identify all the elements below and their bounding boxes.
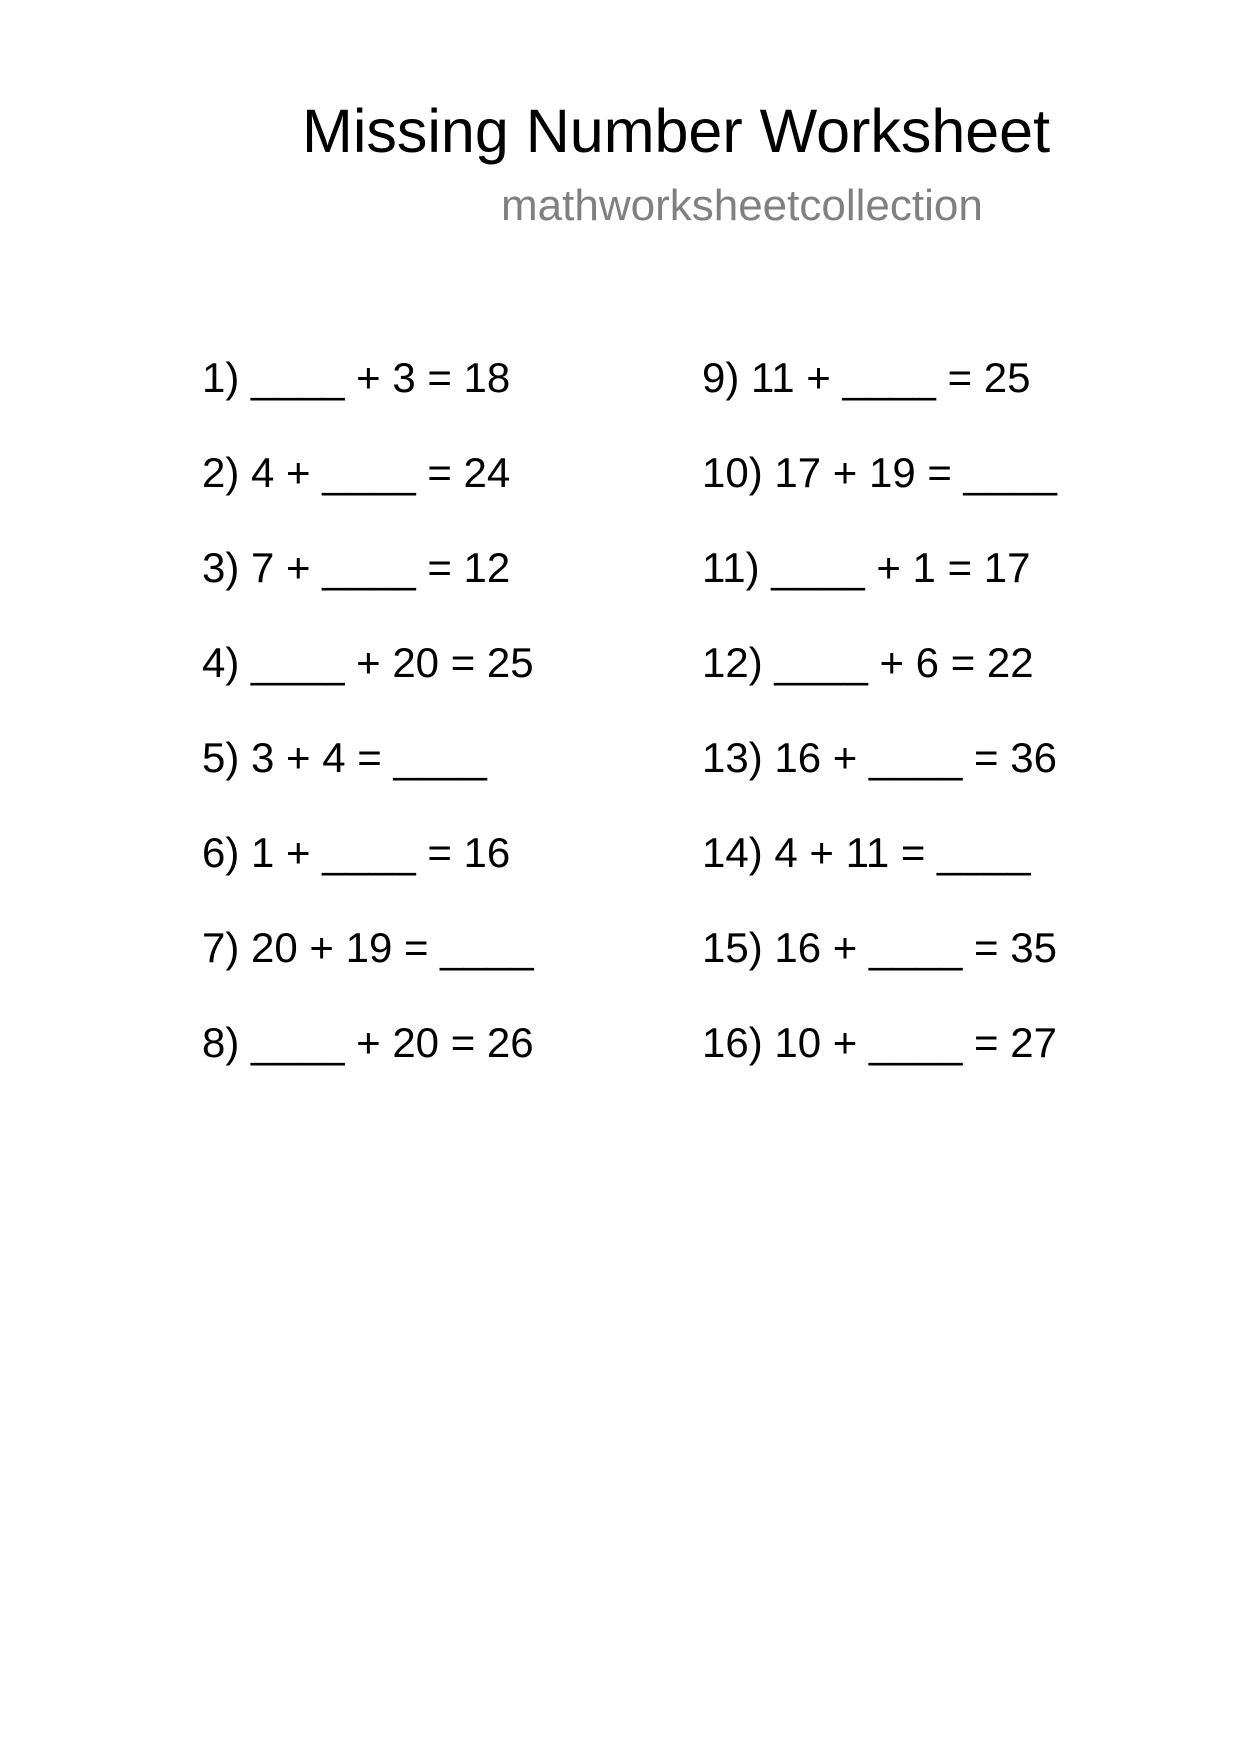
problem-13: 13) 16 + ____ = 36 [702,734,1057,781]
problem-14: 14) 4 + 11 = ____ [702,829,1031,876]
problem-3: 3) 7 + ____ = 12 [202,544,511,591]
worksheet-title: Missing Number Worksheet [302,97,1051,165]
problem-5: 5) 3 + 4 = ____ [202,734,487,781]
problem-10: 10) 17 + 19 = ____ [702,449,1057,496]
problem-15: 15) 16 + ____ = 35 [702,924,1057,971]
problem-2: 2) 4 + ____ = 24 [202,449,511,496]
problem-11: 11) ____ + 1 = 17 [702,544,1031,591]
problems-column-left [202,353,534,1113]
problem-9: 9) 11 + ____ = 25 [702,354,1031,401]
problem-6: 6) 1 + ____ = 16 [202,829,511,876]
problem-1: 1) ____ + 3 = 18 [202,354,511,401]
worksheet-subtitle: mathworksheetcollection [501,181,983,230]
problem-7: 7) 20 + 19 = ____ [202,924,534,971]
problem-16: 16) 10 + ____ = 27 [702,1019,1057,1066]
problem-8: 8) ____ + 20 = 26 [202,1019,534,1066]
problems-column-right [702,353,1057,1113]
problem-4: 4) ____ + 20 = 25 [202,639,534,686]
problem-12: 12) ____ + 6 = 22 [702,639,1034,686]
